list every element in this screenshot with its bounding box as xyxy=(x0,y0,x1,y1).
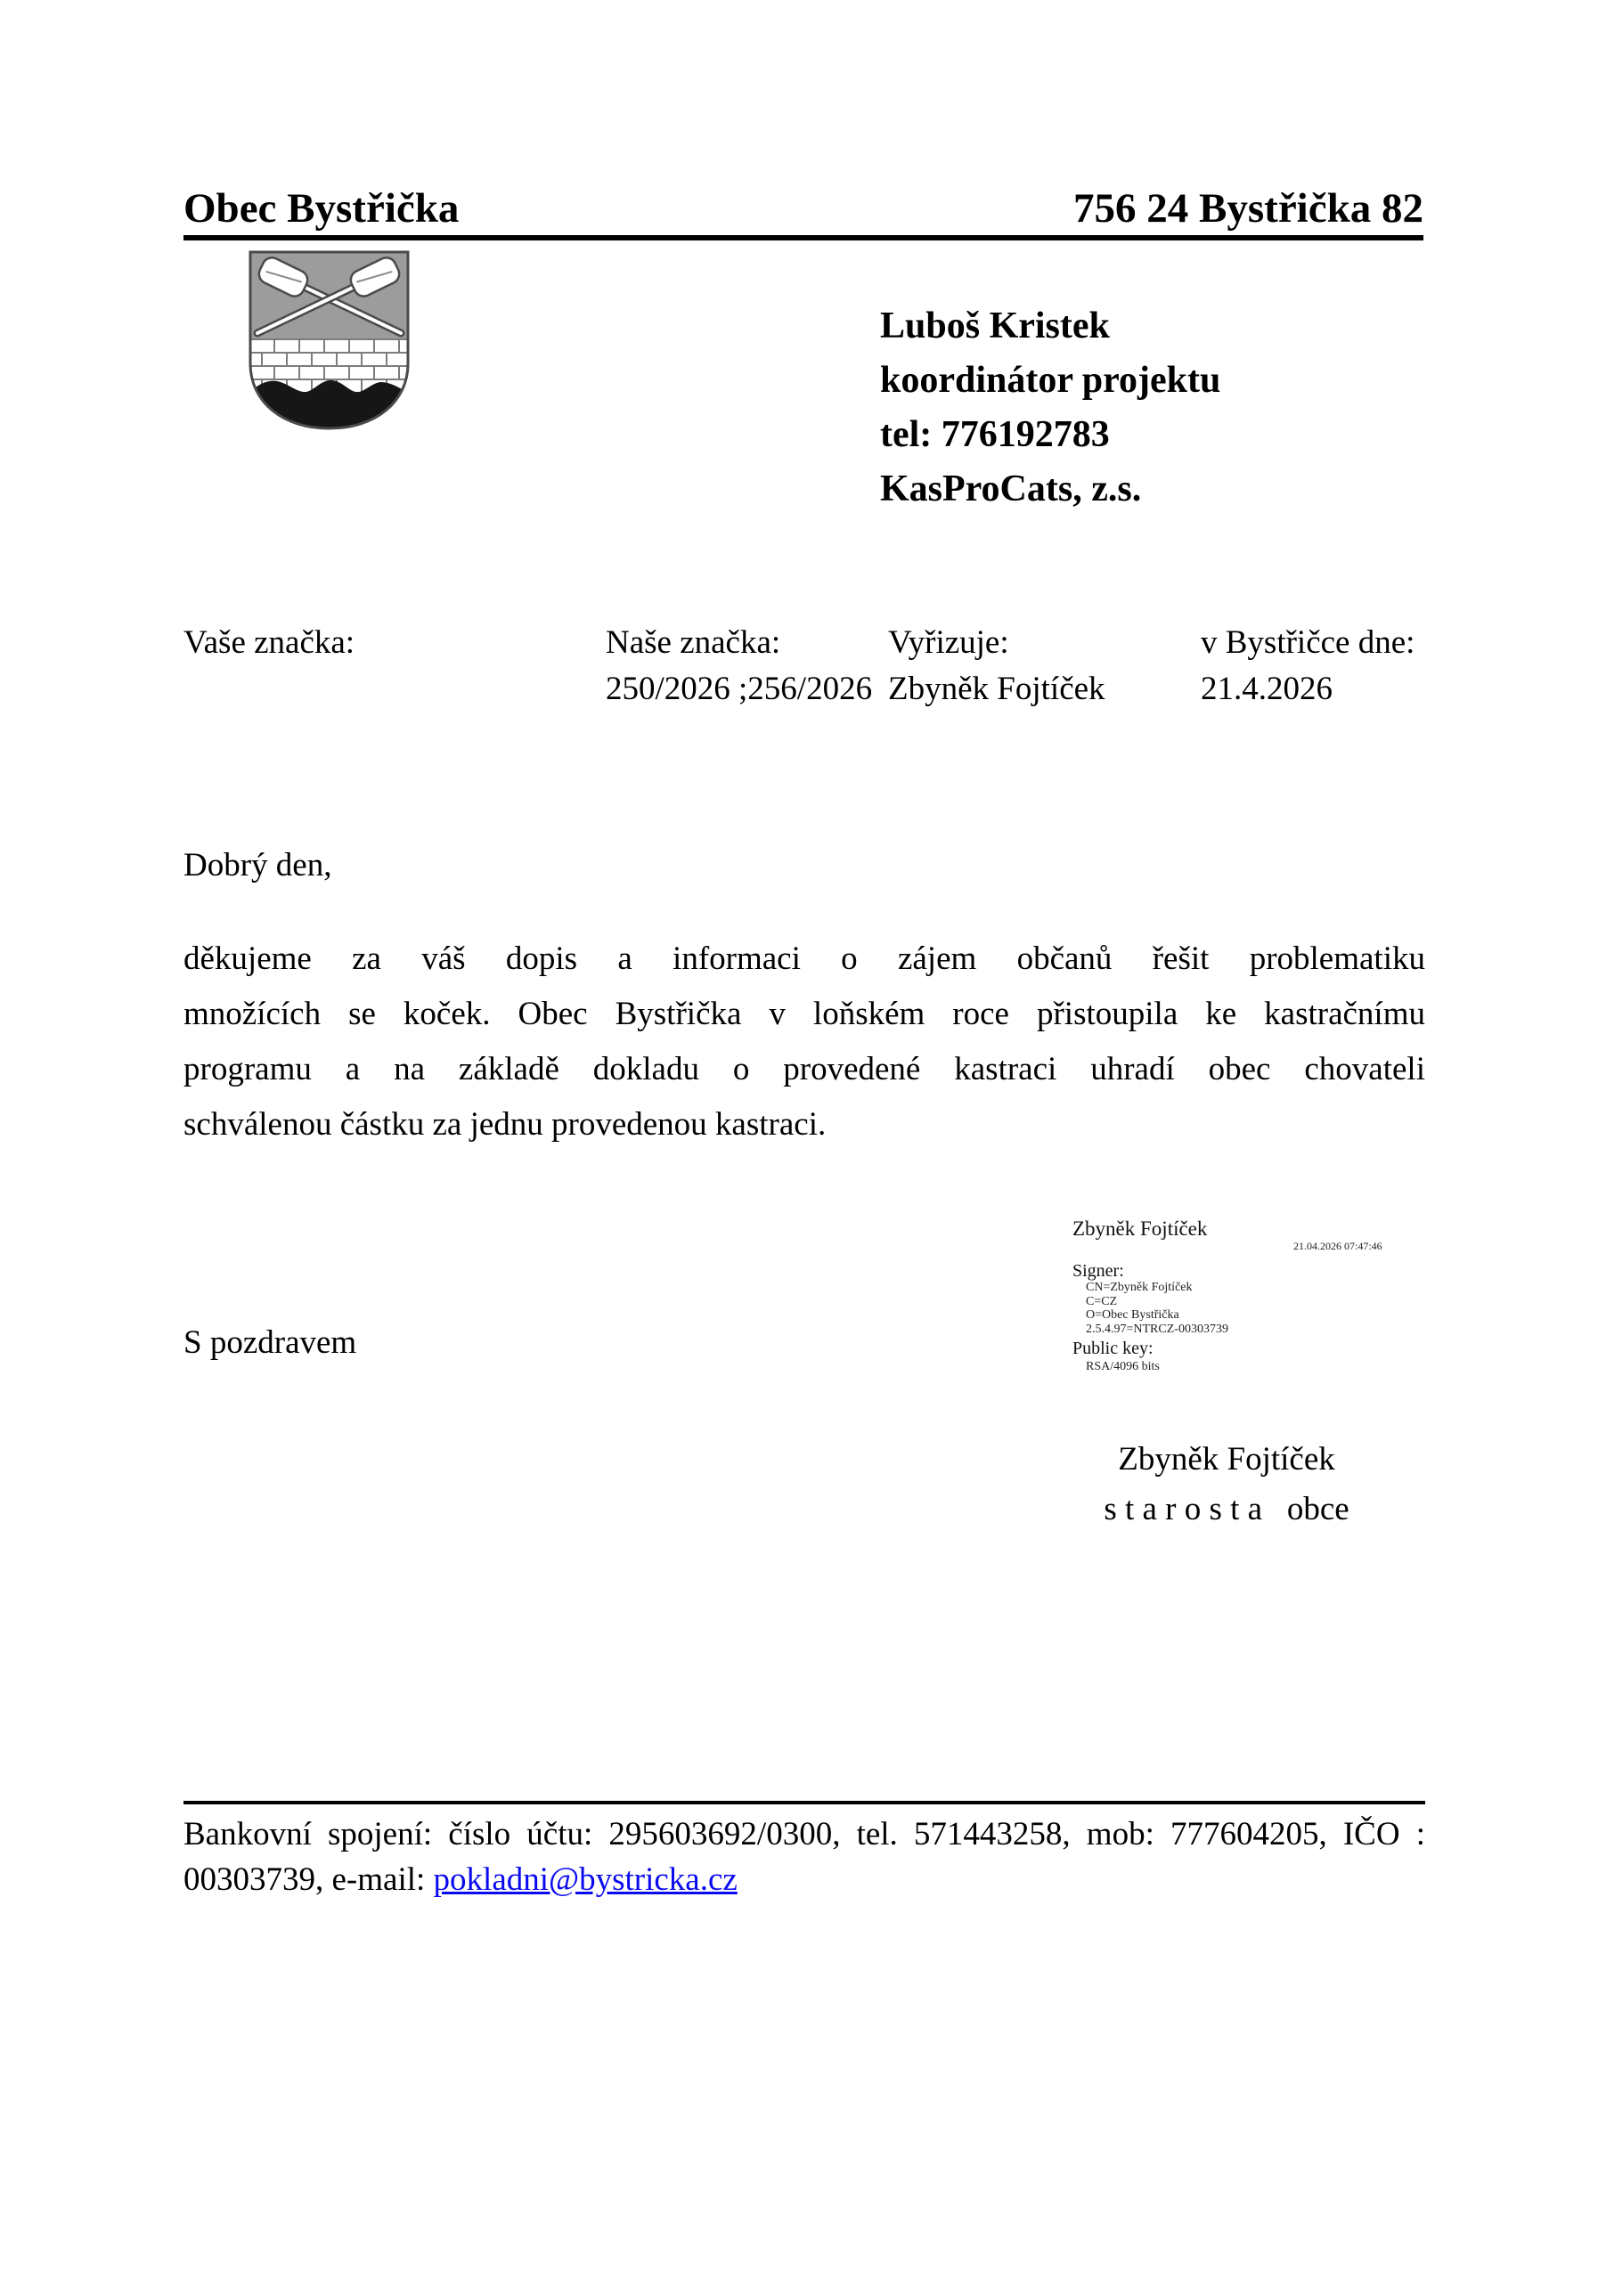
footer-block xyxy=(183,1812,1425,1902)
recipient-organization: KasProCats, z.s. xyxy=(880,468,1142,509)
wave-mound xyxy=(248,380,411,431)
our-ref-label: Naše značka: xyxy=(606,624,781,661)
salutation: Dobrý den, xyxy=(183,847,332,883)
date-value: 21.4.2026 xyxy=(1201,671,1333,707)
footer-line-2 xyxy=(183,1857,1425,1902)
body-paragraph xyxy=(183,932,1425,1152)
paragraph-line: schválenou částku za jednu provedenou kastraci. xyxy=(183,1106,827,1143)
handled-by-value: Zbyněk Fojtíček xyxy=(888,671,1105,707)
paragraph-line: děkujeme za váš dopis a informaci o zájem občanů řešit problematiku xyxy=(183,940,1425,977)
stamp-signer-label: Signer: xyxy=(1072,1261,1124,1281)
header xyxy=(183,187,1423,240)
typed-signature-title: s t a r o s t a obce xyxy=(1104,1491,1349,1527)
recipient-block xyxy=(880,299,1220,517)
footer-divider xyxy=(183,1801,1425,1804)
reference-our-ref xyxy=(606,620,872,712)
header-sender-title: Obec Bystřička xyxy=(183,185,460,232)
stamp-signer-name: Zbyněk Fojtíček xyxy=(1072,1217,1208,1240)
stamp-oid: 2.5.4.97=NTRCZ-00303739 xyxy=(1086,1322,1228,1336)
handled-by-label: Vyřizuje: xyxy=(888,624,1009,661)
stamp-public-key-label: Public key: xyxy=(1072,1339,1154,1358)
date-label: v Bystřičce dne: xyxy=(1201,624,1415,661)
our-ref-value: 250/2026 ;256/2026 xyxy=(606,671,873,707)
stamp-organization: O=Obec Bystřička xyxy=(1086,1308,1179,1322)
stamp-signer-details xyxy=(1086,1281,1228,1336)
recipient-phone: tel: 776192783 xyxy=(880,414,1110,455)
recipient-role: koordinátor projektu xyxy=(880,360,1221,401)
stamp-public-key-value: RSA/4096 bits xyxy=(1086,1360,1160,1373)
stamp-cn: CN=Zbyněk Fojtíček xyxy=(1086,1281,1193,1294)
typed-signature-name: Zbyněk Fojtíček xyxy=(1118,1441,1335,1478)
typed-signature xyxy=(1088,1443,1365,1526)
stamp-timestamp: 21.04.2026 07:47:46 xyxy=(1293,1240,1382,1252)
your-ref-label: Vaše značka: xyxy=(183,624,355,661)
reference-handled-by xyxy=(888,620,1105,712)
your-ref-value xyxy=(183,666,355,712)
recipient-name: Luboš Kristek xyxy=(880,305,1110,346)
paragraph-line: množících se koček. Obec Bystřička v loňském roce přistoupila ke kastračnímu xyxy=(183,996,1425,1032)
stamp-country: C=CZ xyxy=(1086,1294,1118,1308)
coat-of-arms-image xyxy=(248,249,411,431)
reference-your-ref xyxy=(183,620,355,712)
closing-phrase: S pozdravem xyxy=(183,1324,357,1361)
footer-line-1: Bankovní spojení: číslo účtu: 295603692/0300, tel. 571443258, mob: 777604205, IČO : xyxy=(183,1816,1425,1852)
header-sender-address: 756 24 Bystřička 82 xyxy=(1073,185,1423,232)
footer-line-2-prefix: 00303739, e-mail: xyxy=(183,1861,434,1898)
email-link[interactable]: pokladni@bystricka.cz xyxy=(433,1861,738,1898)
reference-date xyxy=(1201,620,1415,712)
paragraph-line: programu a na základě dokladu o provedené kastraci uhradí obec chovateli xyxy=(183,1051,1425,1087)
